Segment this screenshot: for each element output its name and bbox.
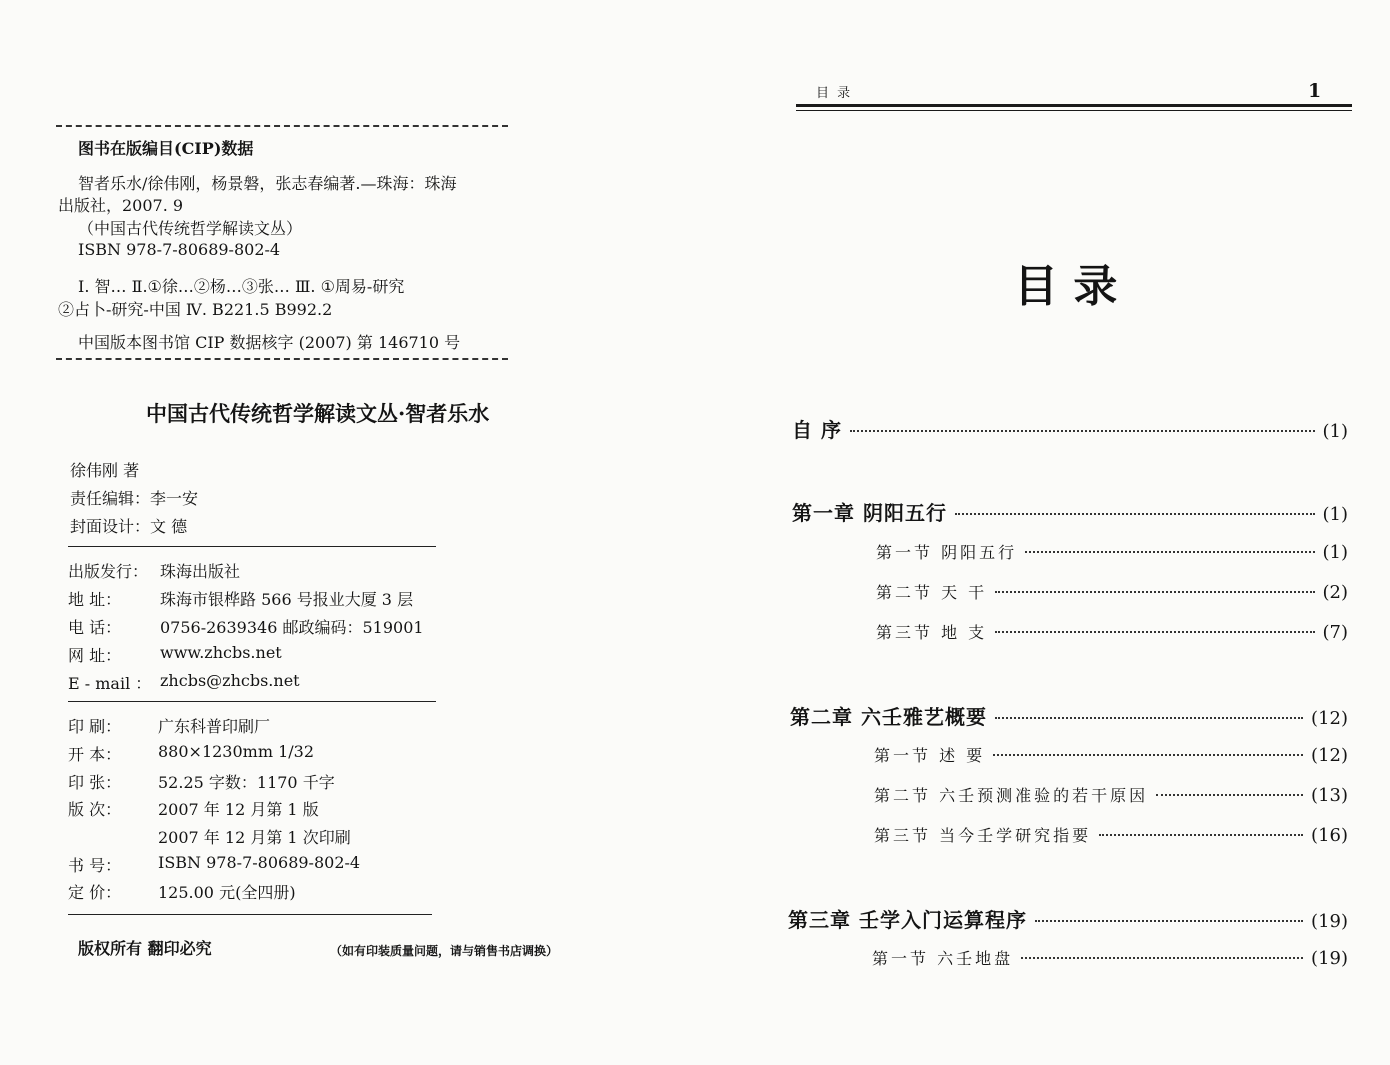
toc-entry-preface[interactable] [792, 414, 1348, 443]
price-value: 125.00 元(全四册) [158, 883, 296, 902]
toc-preface-page: (1) [1322, 421, 1348, 442]
publisher-divider [68, 701, 436, 702]
header-rule-thick [796, 104, 1352, 107]
toc-entry-ch1-sec3[interactable] [876, 620, 1348, 643]
toc-entry-ch3-sec1[interactable] [872, 946, 1348, 969]
phone-value: 0756-2639346 邮政编码：519001 [160, 618, 424, 637]
running-head: 目 录 [816, 86, 853, 101]
edition-value: 2007 年 12 月第 1 版 [158, 800, 319, 819]
web-label: 网 址： [68, 646, 122, 665]
toc-leader-dots [1025, 551, 1314, 553]
toc-ch1-s1-page: (1) [1322, 542, 1348, 563]
address-value: 珠海市银桦路 566 号报业大厦 3 层 [160, 590, 414, 609]
edition-label: 版 次： [68, 800, 122, 819]
publish-value: 珠海出版社 [160, 562, 241, 581]
toc-leader-dots [1099, 834, 1303, 836]
toc-ch2-s3-page: (16) [1311, 825, 1348, 846]
cip-line-6: ②占卜-研究-中国 Ⅳ. B221.5 B992.2 [58, 300, 333, 319]
printing-value: 2007 年 12 月第 1 次印刷 [158, 828, 351, 847]
email-label: E - mail ： [68, 674, 152, 693]
toc-preface-title: 自 序 [792, 418, 842, 442]
toc-entry-ch2-sec2[interactable] [874, 783, 1348, 806]
rights-notice: 版权所有 翻印必究 [78, 939, 212, 958]
toc-entry-chapter-2[interactable] [790, 701, 1348, 730]
toc-ch3-title: 第三章 壬学入门运算程序 [788, 908, 1027, 932]
toc-ch1-s2-title: 第二节 天 干 [876, 583, 988, 602]
toc-ch2-title: 第二章 六壬雅艺概要 [790, 705, 987, 729]
toc-ch3-s1-page: (19) [1311, 948, 1348, 969]
toc-ch2-s3-title: 第三节 当今壬学研究指要 [874, 826, 1092, 845]
cip-line-7: 中国版本图书馆 CIP 数据核字 (2007) 第 146710 号 [78, 333, 461, 352]
isbn-value: ISBN 978-7-80689-802-4 [158, 853, 361, 872]
toc-leader-dots [1156, 794, 1303, 796]
toc-ch2-s2-page: (13) [1311, 785, 1348, 806]
toc-title: 目 录 [1014, 261, 1118, 312]
print-value: 广东科普印刷厂 [158, 717, 271, 736]
format-label: 开 本： [68, 745, 122, 764]
cip-heading: 图书在版编目(CIP)数据 [78, 139, 254, 158]
toc-leader-dots [850, 430, 1315, 432]
toc-entry-chapter-1[interactable] [792, 497, 1348, 526]
toc-ch2-s2-title: 第二节 六壬预测准验的若干原因 [874, 786, 1149, 805]
toc-ch1-s3-title: 第三节 地 支 [876, 623, 988, 642]
format-value: 880×1230mm 1/32 [158, 742, 315, 761]
toc-leader-dots [1035, 920, 1303, 922]
price-label: 定 价： [68, 883, 122, 902]
toc-ch1-page: (1) [1322, 504, 1348, 525]
toc-leader-dots [995, 591, 1314, 593]
header-rule-thin [796, 110, 1352, 111]
web-value: www.zhcbs.net [160, 643, 282, 662]
toc-entry-chapter-3[interactable] [788, 904, 1348, 933]
toc-entry-ch2-sec3[interactable] [874, 823, 1348, 846]
sheets-value: 52.25 字数：1170 千字 [158, 773, 335, 792]
toc-leader-dots [1021, 957, 1303, 959]
toc-ch1-title: 第一章 阴阳五行 [792, 501, 947, 525]
toc-leader-dots [995, 717, 1303, 719]
toc-ch1-s1-title: 第一节 阴阳五行 [876, 543, 1018, 562]
print-label: 印 刷： [68, 717, 122, 736]
book-title: 中国古代传统哲学解读文丛·智者乐水 [146, 401, 490, 426]
sheets-label: 印 张： [68, 773, 122, 792]
phone-label: 电 话： [68, 618, 122, 637]
cip-line-2: 出版社，2007. 9 [58, 196, 184, 215]
replacement-notice: （如有印装质量问题，请与销售书店调换） [330, 944, 559, 958]
cip-top-divider [56, 125, 508, 127]
toc-leader-dots [995, 631, 1314, 633]
publish-label: 出版发行： [68, 562, 149, 581]
isbn-label: 书 号： [68, 856, 122, 875]
credits-divider [68, 546, 436, 547]
specs-divider [68, 914, 432, 915]
toc-entry-ch1-sec1[interactable] [876, 540, 1348, 563]
toc-ch2-s1-page: (12) [1311, 745, 1348, 766]
toc-ch3-s1-title: 第一节 六壬地盘 [872, 949, 1014, 968]
toc-ch2-s1-title: 第一节 述 要 [874, 746, 986, 765]
cip-line-1: 智者乐水/徐伟刚，杨景磐，张志春编著.—珠海：珠海 [78, 174, 457, 193]
author-credit: 徐伟刚 著 [70, 461, 140, 480]
toc-leader-dots [993, 754, 1303, 756]
address-label: 地 址： [68, 590, 122, 609]
toc-ch3-page: (19) [1311, 911, 1348, 932]
cover-credit: 封面设计：文 德 [70, 517, 188, 536]
cip-line-4: ISBN 978-7-80689-802-4 [78, 240, 281, 259]
page-number: 1 [1308, 80, 1322, 102]
cip-line-3: （中国古代传统哲学解读文丛） [78, 219, 303, 238]
cip-line-5: Ⅰ. 智… Ⅱ.①徐…②杨…③张… Ⅲ. ①周易-研究 [78, 277, 405, 296]
email-value: zhcbs@zhcbs.net [160, 671, 300, 690]
editor-credit: 责任编辑：李一安 [70, 489, 199, 508]
cip-bottom-divider [56, 358, 508, 360]
toc-ch1-s3-page: (7) [1322, 622, 1348, 643]
toc-entry-ch1-sec2[interactable] [876, 580, 1348, 603]
toc-ch2-page: (12) [1311, 708, 1348, 729]
toc-leader-dots [955, 513, 1315, 515]
toc-ch1-s2-page: (2) [1322, 582, 1348, 603]
toc-entry-ch2-sec1[interactable] [874, 743, 1348, 766]
